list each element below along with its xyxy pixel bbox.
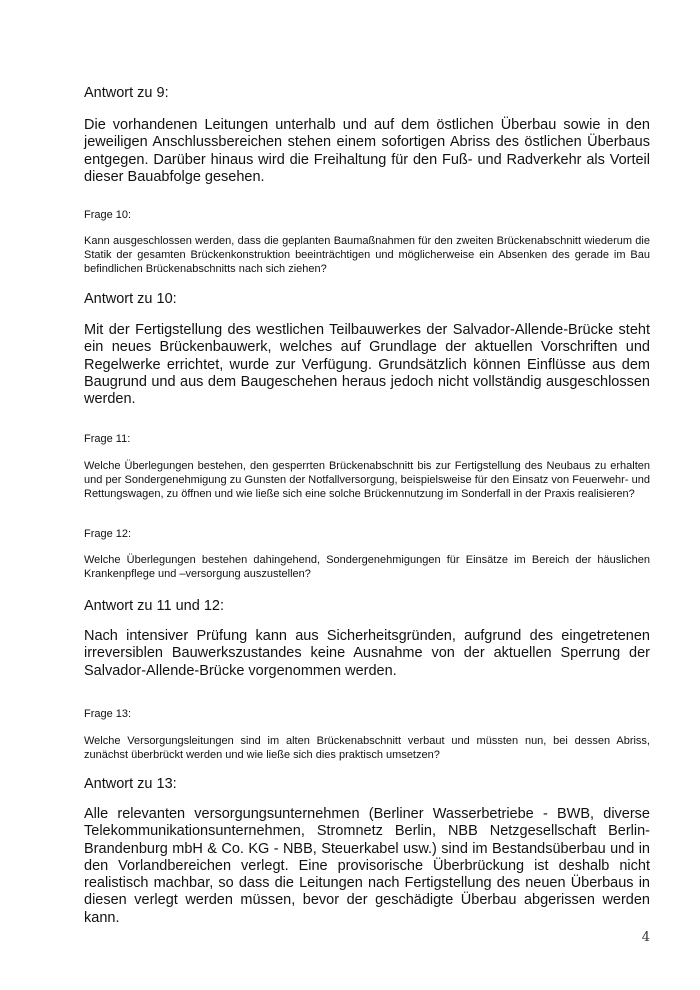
answer-13-text: Alle relevanten versorgungsunternehmen (Berliner Wasserbetriebe - BWB, diverse Telekommunikationsunternehmen, Stromnetz Berlin, NBB Netzgesellschaft Berlin-Brandenburg mbH & Co. KG - NBB, Steuerkabel usw.) sind im Bestandsüberbau und in den Vorlandbereichen verlegt. Eine provisorische Überbrückung ist deshalb nicht realistisch machbar, so dass die Leitungen nach Fertigstellung des neuen Überbaus in diesen verlegt werden müssen, bevor der geschädigte Überbau abgerissen werden kann. xyxy=(84,806,650,926)
answer-10-heading: Antwort zu 10: xyxy=(84,291,177,307)
answer-11-12-text: Nach intensiver Prüfung kann aus Sicherheitsgründen, aufgrund des eingetretenen irreversiblen Bauwerkszustandes keine Ausnahme von der aktuellen Sperrung der Salvador-Allende-Brücke vorgenommen werden. xyxy=(84,628,650,679)
page-number: 4 xyxy=(641,930,650,945)
answer-9-text: Die vorhandenen Leitungen unterhalb und auf dem östlichen Überbau sowie in den jeweiligen Anschlussbereichen stehen einem sofortigen Abriss des östlichen Überbaus entgegen. Darüber hinaus wird die Freihaltung für den Fuß- und Radverkehr als Vorteil dieser Bauabfolge gesehen. xyxy=(84,117,650,185)
question-10-text: Kann ausgeschlossen werden, dass die geplanten Baumaßnahmen für den zweiten Brückenabschnitt wiederum die Statik der gesamten Brückenkonstruktion beeinträchtigen und möglicherweise ein Absenken des gerade im Bau befindlichen Brückenabschnitts nach sich ziehen? xyxy=(84,235,650,276)
question-10-label: Frage 10: xyxy=(84,209,132,221)
answer-13-heading: Antwort zu 13: xyxy=(84,776,177,792)
answer-11-12-heading: Antwort zu 11 und 12: xyxy=(84,598,224,614)
question-12-label: Frage 12: xyxy=(84,528,132,540)
question-11-text: Welche Überlegungen bestehen, den gesperrten Brückenabschnitt bis zur Fertigstellung des Neubaus zu erhalten und per Sondergenehmigung zu Gunsten der Notfallversorgung, beispielsweise für den Einsatz von Feuerwehr- und Rettungswagen, zu öffnen und wie ließe sich eine solche Brückennutzung im Sonderfall in der Praxis realisieren? xyxy=(84,460,650,501)
question-12-text: Welche Überlegungen bestehen dahingehend, Sondergenehmigungen für Einsätze im Bereich der häuslichen Krankenpflege und –versorgung auszustellen? xyxy=(84,554,650,581)
answer-10-text: Mit der Fertigstellung des westlichen Teilbauwerkes der Salvador-Allende-Brücke steht ein neues Brückenbauwerk, welches auf Grundlage der aktuellen Vorschriften und Regelwerke errichtet, wurde zur Verfügung. Grundsätzlich können Einflüsse aus dem Baugrund und aus dem Baugeschehen heraus jedoch nicht vollständig ausgeschlossen werden. xyxy=(84,322,650,408)
question-11-label: Frage 11: xyxy=(84,433,131,445)
answer-9-heading: Antwort zu 9: xyxy=(84,85,169,101)
question-13-label: Frage 13: xyxy=(84,708,132,720)
question-13-text: Welche Versorgungsleitungen sind im alten Brückenabschnitt verbaut und müssten nun, bei dessen Abriss, zunächst überbrückt werden und wie ließe sich dies praktisch umsetzen? xyxy=(84,735,650,762)
